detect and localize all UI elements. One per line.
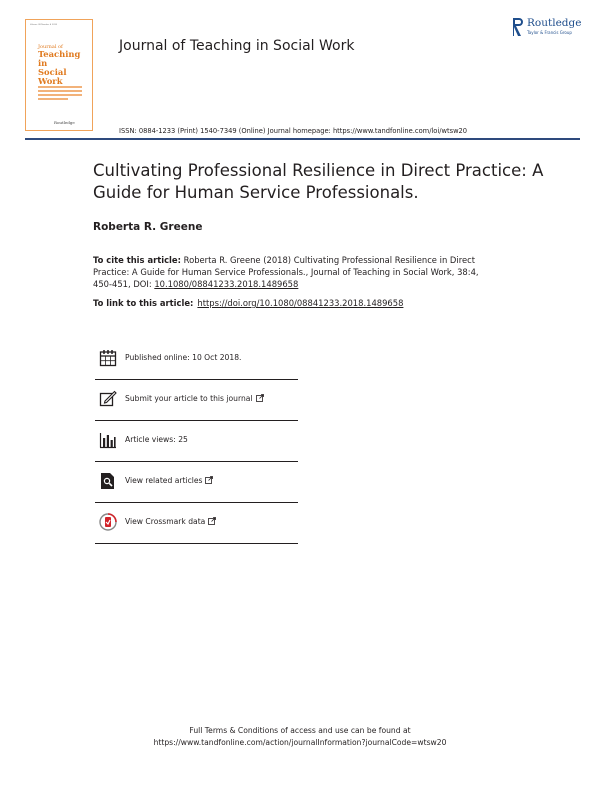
publisher-name: Routledge	[527, 17, 582, 29]
terms-url-link[interactable]: https://www.tandfonline.com/action/journalInformation?journalCode=wtsw20	[153, 738, 447, 747]
submit-icon	[99, 390, 117, 408]
external-link-icon	[256, 394, 264, 402]
publisher-tagline: Taylor & Francis Group	[527, 30, 572, 35]
info-row-published	[95, 339, 298, 380]
citation-block	[93, 254, 483, 291]
issn-line	[119, 127, 467, 135]
bar-chart-icon	[99, 431, 117, 449]
article-views-label: Article views: 25	[125, 435, 188, 444]
routledge-logo	[511, 17, 591, 41]
info-row-crossmark[interactable]	[95, 503, 298, 544]
link-label: To link to this article:	[93, 298, 194, 308]
citation-text: Roberta R. Greene (2018) Cultivating Professional Resilience in Direct Practice: A Guide for Human Service Professionals., Journal of Teaching in Social Work, 38:4, 450-451, DOI:	[93, 255, 479, 290]
crossmark-label: View Crossmark data	[125, 517, 206, 526]
cover-title-line-2: Teaching in	[38, 49, 81, 68]
cover-title	[38, 44, 90, 86]
cover-issue-text: Volume 38 Number 4 2018	[30, 24, 57, 26]
article-author: Roberta R. Greene	[93, 221, 203, 233]
crossmark-icon	[99, 513, 117, 531]
info-row-views	[95, 421, 298, 462]
external-link-icon	[208, 517, 216, 525]
terms-footer	[0, 725, 600, 749]
info-row-related[interactable]	[95, 462, 298, 503]
cover-title-line-3: Social Work	[38, 67, 67, 86]
journal-cover-thumbnail	[25, 19, 93, 131]
info-row-submit[interactable]	[95, 380, 298, 421]
issn-text: ISSN: 0884-1233 (Print) 1540-7349 (Online) Journal homepage:	[119, 127, 333, 135]
related-articles-label: View related articles	[125, 476, 203, 485]
terms-text: Full Terms & Conditions of access and use can be found at	[189, 726, 411, 735]
related-articles-link[interactable]	[125, 476, 213, 485]
journal-homepage-link[interactable]: https://www.tandfonline.com/loi/wtsw20	[332, 127, 468, 135]
routledge-r-icon	[511, 17, 524, 37]
cover-publisher-logo: Routledge	[54, 120, 75, 125]
search-document-icon	[99, 472, 117, 490]
citation-label: To cite this article:	[93, 255, 181, 265]
calendar-icon	[99, 349, 117, 367]
article-link-line	[93, 298, 403, 308]
article-info-list	[95, 339, 298, 544]
doi-link[interactable]: 10.1080/08841233.2018.1489658	[154, 279, 299, 290]
article-title: Cultivating Professional Resilience in Direct Practice: A Guide for Human Service Professionals.	[93, 161, 544, 202]
cover-decoration	[38, 86, 82, 102]
journal-title: Journal of Teaching in Social Work	[119, 38, 355, 54]
submit-article-link[interactable]	[125, 394, 264, 403]
article-doi-url-link[interactable]: https://doi.org/10.1080/08841233.2018.1489658	[197, 298, 404, 308]
published-online-label: Published online: 10 Oct 2018.	[125, 353, 242, 362]
header-divider	[25, 138, 580, 140]
crossmark-link[interactable]	[125, 517, 216, 526]
cover-title-line-1: Journal of	[38, 44, 63, 50]
external-link-icon	[205, 476, 213, 484]
submit-article-label: Submit your article to this journal	[125, 394, 253, 403]
